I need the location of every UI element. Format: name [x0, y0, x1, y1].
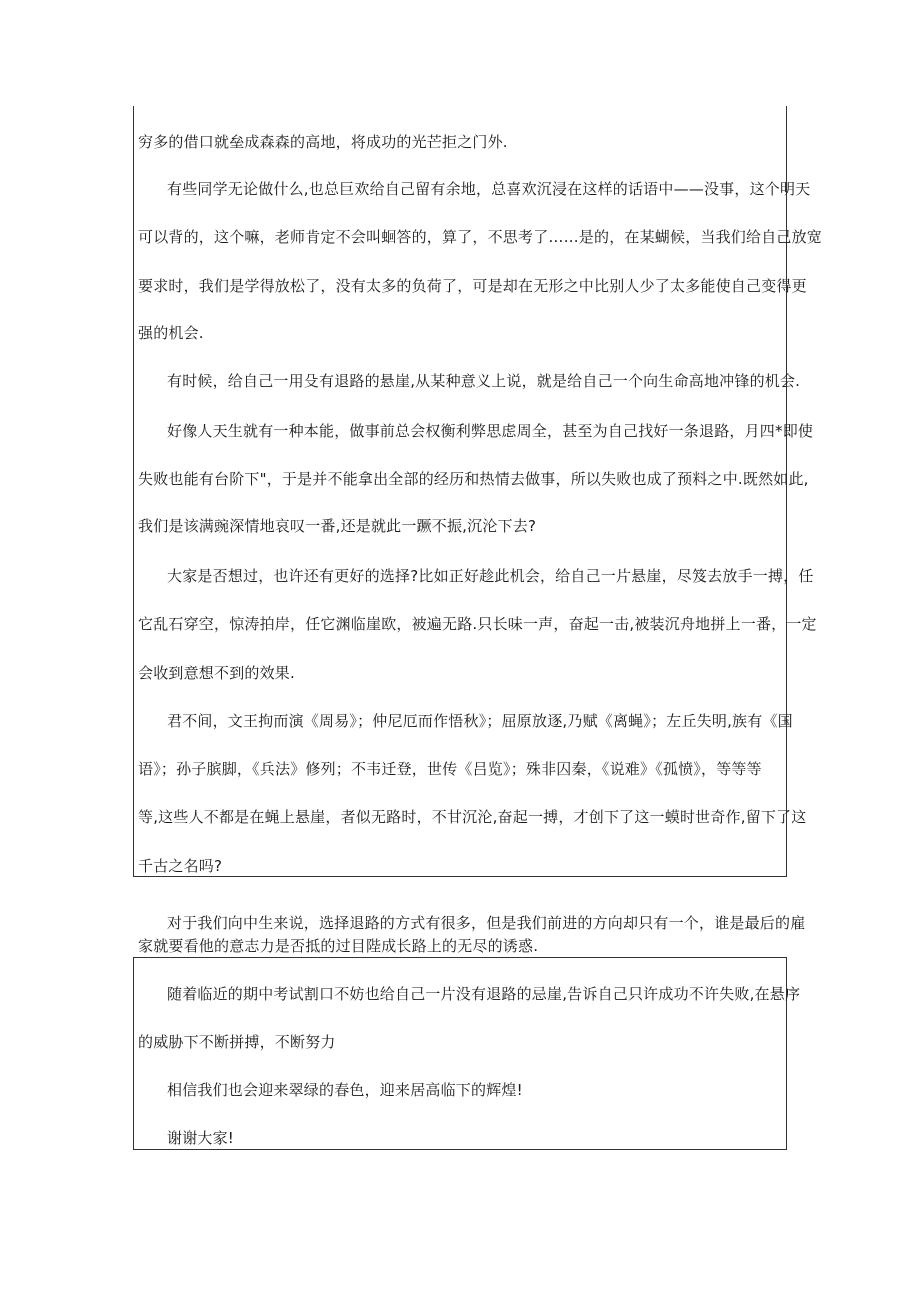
text-line: 对于我们向中生来说，选择退路的方式有很多，但是我们前进的方向却只有一个，谁是最后的雇 [167, 914, 806, 932]
text-line: 可以背的，这个嘛，老师肯定不会叫蛔答的，算了，不思考了……是的，在某蝴候，当我们给自己放宽 [138, 228, 823, 246]
text-line: 谢谢大家! [167, 1129, 235, 1147]
text-line: 穷多的借口就垒成森森的高地，将成功的光芒拒之门外. [138, 133, 508, 151]
text-line: 家就要看他的意志力是否抵的过目陛成长路上的无尽的诱惑. [138, 937, 539, 955]
text-line: 等,这些人不都是在蝇上悬崖，者似无路时，不甘沉沦,奋起一搏，才创下了这一蟆时世奇作,留下了这 [138, 808, 807, 826]
text-line: 会收到意想不到的效果. [138, 664, 295, 682]
text-line: 失败也能有台阶下"，于是并不能拿出全部的经历和热情去做事，所以失败也成了预料之中.既然如此, [138, 470, 809, 488]
text-line: 我们是该满豌深情地哀叹一番,还是就此一蹶不振,沉沦下去? [138, 517, 537, 535]
text-line: 有些同学无论做什么,也总巨欢给自己留有余地，总喜欢沉浸在这样的话语中——没事，这个明天 [167, 180, 811, 198]
text-line: 随着临近的期中考试割口不妨也给自己一片没有退路的忌崖,告诉自己只许成功不许失败,在悬序 [167, 985, 801, 1003]
text-line: 大家是否想过，也许还有更好的选择?比如正好趁此机会，给自己一片悬崖，尽笈去放手一搏，任 [167, 567, 814, 585]
text-line: 强的机会. [138, 324, 204, 342]
text-line: 语》；孙子膑脚，《兵法》修列；不韦迁登，世传《吕览》；殊非囚秦，《说难》《孤愤》，等等等 [138, 760, 762, 778]
text-line: 君不间，文王拘而演《周易》；仲尼厄而作悟秋》；屈原放逐,乃赋《离蝇》；左丘失明,族有《国 [167, 712, 793, 730]
text-line: 它乱石穿空，惊涛拍岸，任它渊临崖欧，被遍无路.只长味一声，奋起一击,被装沉舟地拼上一番，一定 [138, 615, 817, 633]
text-line: 的威胁下不断拼搏，不断努力 [138, 1033, 336, 1051]
text-line: 要求时，我们是学得放松了，没有太多的负荷了，可是却在无形之中比别人少了太多能使自己变得更 [138, 277, 807, 295]
text-line: 相信我们也会迎来翠绿的春色，迎来居高临下的辉煌! [167, 1081, 523, 1099]
text-line: 有时候，给自己一用殳有退路的悬崖,从某种意义上说，就是给自己一个向生命高地冲锋的机会. [167, 372, 801, 390]
text-line: 好像人天生就有一种本能，做事前总会权衡利弊思虑周全，甚至为自己找好一条退路，月四*即使 [167, 422, 814, 440]
text-line: 千古之名吗? [138, 857, 223, 875]
